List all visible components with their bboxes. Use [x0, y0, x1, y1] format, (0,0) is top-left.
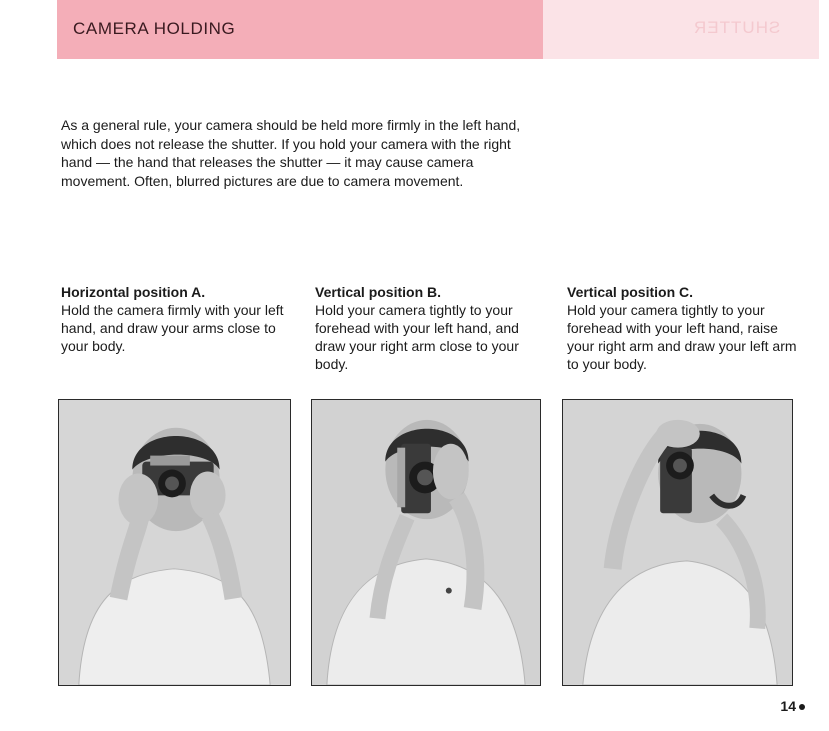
photo-a-illustration — [59, 400, 290, 685]
position-c-text — [567, 283, 802, 373]
position-c-heading: Vertical position C. — [567, 284, 694, 300]
position-a-body: Hold the camera firmly with your left hand, and draw your arms close to your body. — [61, 302, 284, 354]
photo-b-illustration — [312, 400, 540, 685]
photo-c-illustration — [563, 400, 792, 685]
position-b-text — [315, 283, 545, 373]
intro-paragraph: As a general rule, your camera should be held more firmly in the left hand, which does not release the shutter. If you hold your camera with the right hand — the hand that releases the shutter — it may cause camera movement. Often, blurred pictures are due to camera movement. — [61, 117, 521, 189]
show-through-header — [543, 0, 819, 59]
photo-vertical-position-b — [311, 399, 541, 686]
photo-vertical-position-c — [562, 399, 793, 686]
page-number-text: 14 — [780, 698, 796, 714]
photo-horizontal-position-a — [58, 399, 291, 686]
position-a-heading: Horizontal position A. — [61, 284, 206, 300]
show-through-title: SHUTTER — [693, 18, 781, 37]
position-b-heading: Vertical position B. — [315, 284, 442, 300]
page-number — [780, 698, 805, 714]
position-c-body: Hold your camera tightly to your forehead with your left hand, raise your right arm and draw your left arm to your body. — [567, 302, 797, 372]
page-title: CAMERA HOLDING — [73, 19, 236, 38]
position-b-body: Hold your camera tightly to your forehead with your left hand, and draw your right arm close to your body. — [315, 302, 519, 372]
header-band — [57, 0, 543, 59]
position-a-text — [61, 283, 296, 355]
bullet-icon — [799, 704, 805, 710]
